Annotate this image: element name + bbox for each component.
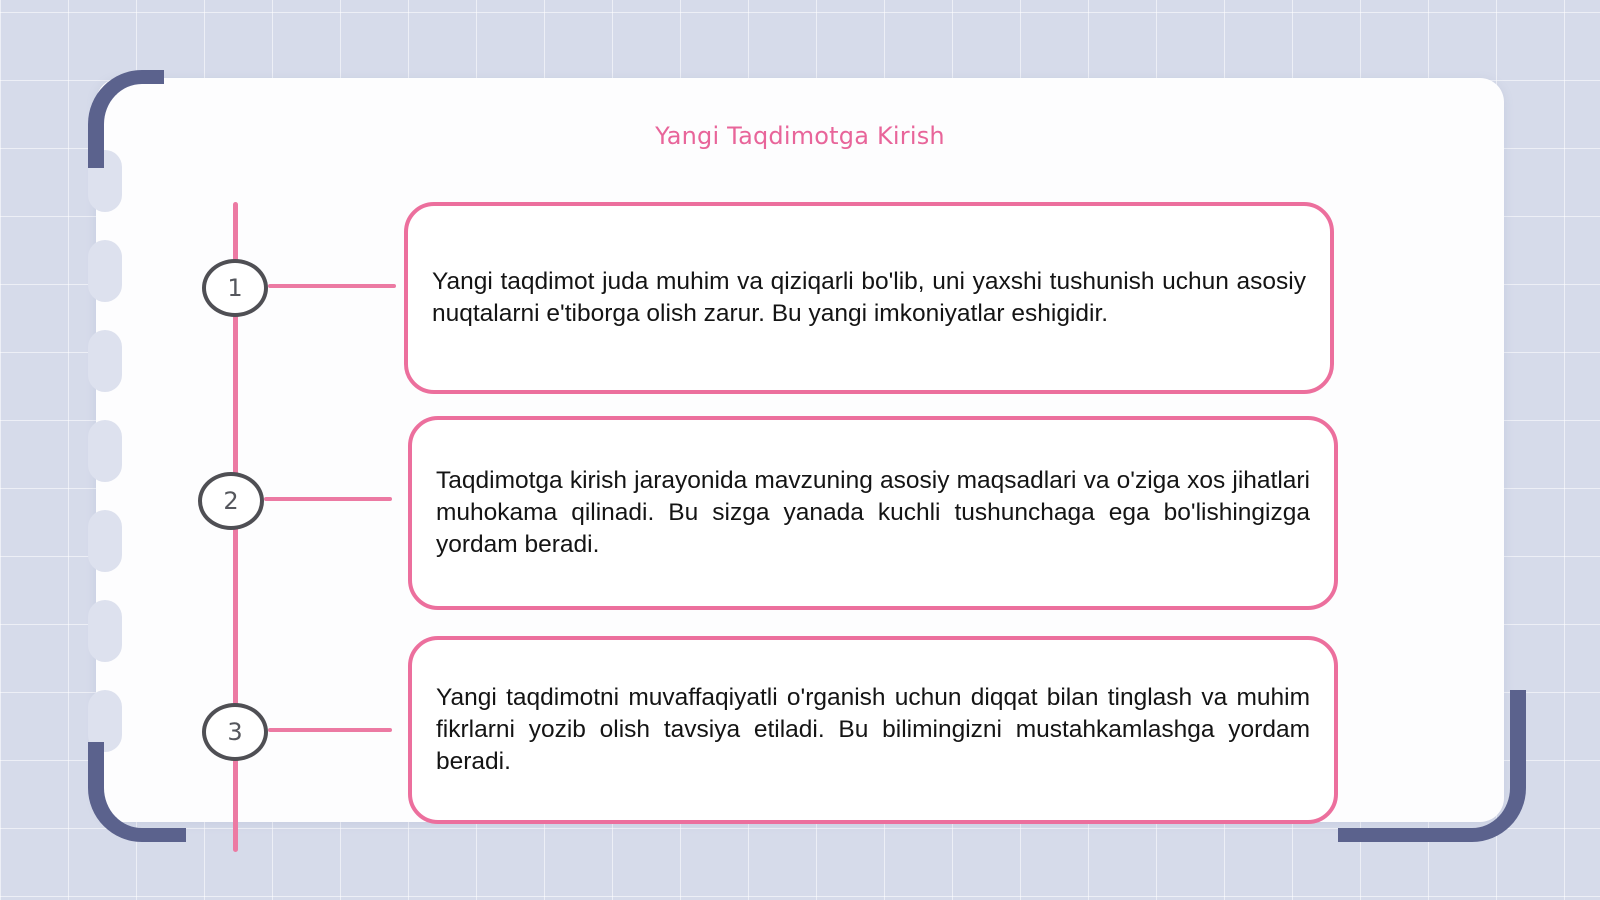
step-number-1: 1: [202, 259, 268, 317]
step-connector: [268, 728, 392, 732]
frame-corner-bottom-right: [1338, 690, 1526, 842]
frame-corner-bottom-left: [88, 742, 186, 842]
paper-notch: [88, 510, 122, 572]
paper-notch: [88, 240, 122, 302]
paper-notch: [88, 600, 122, 662]
paper-notch: [88, 420, 122, 482]
step-text-2: Taqdimotga kirish jarayonida mavzuning asosiy maqsadlari va o'ziga xos jihatlari muhokama qilinadi. Bu sizga yanada kuchli tushunchaga ega bo'lishingizga yordam beradi.: [436, 467, 1310, 558]
step-number-3: 3: [202, 703, 268, 761]
step-card-1: [404, 202, 1334, 394]
slide-title: Yangi Taqdimotga Kirish: [655, 122, 945, 150]
step-connector: [268, 284, 396, 288]
step-text-3: Yangi taqdimotni muvaffaqiyatli o'rganish uchun diqqat bilan tinglash va muhim fikrlarni yozib olish tavsiya etiladi. Bu bilimingizni mustahkamlashga yordam beradi.: [436, 684, 1310, 775]
step-number-2: 2: [198, 472, 264, 530]
paper-notch: [88, 330, 122, 392]
frame-corner-top-left: [88, 70, 164, 168]
step-card-2: [408, 416, 1338, 610]
step-text-1: Yangi taqdimot juda muhim va qiziqarli bo'lib, uni yaxshi tushunish uchun asosiy nuqtalarni e'tiborga olish zarur. Bu yangi imkoniyatlar eshigidir.: [432, 268, 1306, 327]
step-card-3: [408, 636, 1338, 824]
step-connector: [264, 497, 392, 501]
